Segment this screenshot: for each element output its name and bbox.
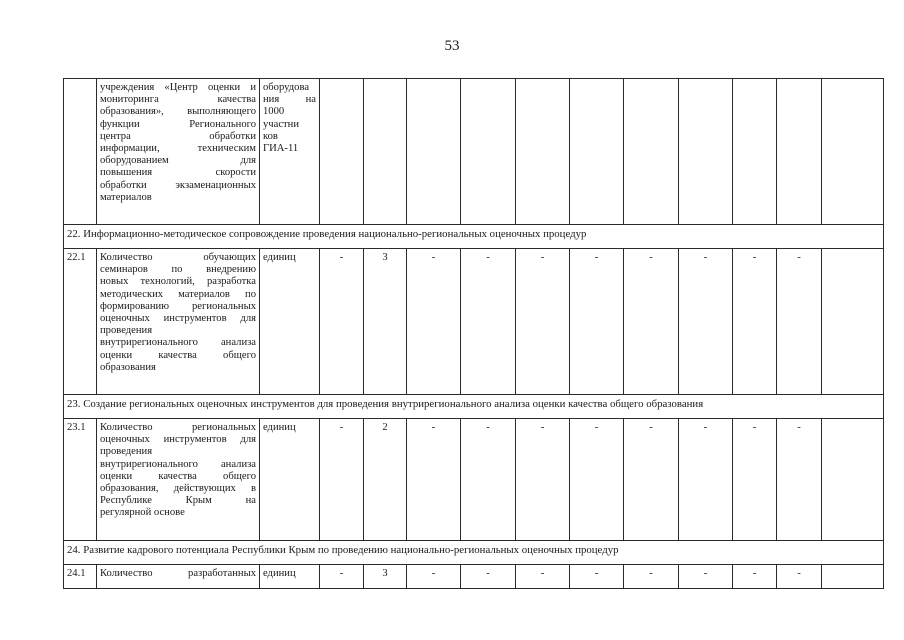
value-cell: - bbox=[624, 565, 679, 589]
value-cell: 2 bbox=[364, 419, 407, 541]
item-number bbox=[64, 79, 97, 225]
indicator-description bbox=[97, 565, 260, 589]
indicator-description bbox=[97, 79, 260, 225]
description-line: центра обработки bbox=[100, 130, 256, 142]
section-row bbox=[64, 395, 884, 419]
value-cell bbox=[407, 79, 461, 225]
description-line: мониторинга качества bbox=[100, 94, 256, 106]
value-cell: - bbox=[516, 249, 570, 395]
description-line: оценочных инструментов для bbox=[100, 313, 256, 325]
value-cell bbox=[320, 79, 364, 225]
value-cell: - bbox=[570, 249, 624, 395]
value-cell: - bbox=[461, 419, 516, 541]
value-cell: - bbox=[570, 419, 624, 541]
value-cell bbox=[822, 249, 884, 395]
item-number: 24.1 bbox=[64, 565, 97, 589]
value-cell: - bbox=[679, 249, 733, 395]
unit-of-measure bbox=[260, 249, 320, 395]
description-line: Количество разработанных bbox=[100, 568, 256, 579]
item-number: 22.1 bbox=[64, 249, 97, 395]
value-cell: - bbox=[777, 565, 822, 589]
description-line: учреждения «Центр оценки и bbox=[100, 82, 256, 93]
indicators-table bbox=[63, 78, 884, 589]
value-cell bbox=[679, 79, 733, 225]
description-line: новых технологий, разработка bbox=[100, 276, 256, 288]
value-cell bbox=[516, 79, 570, 225]
value-cell bbox=[570, 79, 624, 225]
description-line: материалов bbox=[100, 191, 152, 203]
value-cell: - bbox=[777, 419, 822, 541]
value-cell: 3 bbox=[364, 565, 407, 589]
description-line: повышения скорости bbox=[100, 167, 256, 179]
description-line: оборудованием для bbox=[100, 155, 256, 167]
section-heading: 24. Развитие кадрового потенциала Республики Крым по проведению национально-региональных оценочных процедур bbox=[64, 541, 884, 565]
table-row bbox=[64, 79, 884, 225]
value-cell bbox=[822, 565, 884, 589]
value-cell bbox=[822, 419, 884, 541]
description-line: образования», выполняющего bbox=[100, 106, 256, 118]
value-cell: - bbox=[320, 249, 364, 395]
value-cell: - bbox=[624, 249, 679, 395]
unit-of-measure bbox=[260, 565, 320, 589]
unit-line: 1000 bbox=[263, 106, 285, 118]
description-line: формированию региональных bbox=[100, 300, 256, 312]
description-line: оценочных инструментов для bbox=[100, 434, 256, 446]
description-line: оценки качества общего bbox=[100, 470, 256, 482]
page-number: 53 bbox=[444, 38, 460, 54]
value-cell: - bbox=[733, 565, 777, 589]
value-cell bbox=[777, 79, 822, 225]
value-cell: - bbox=[624, 419, 679, 541]
section-row bbox=[64, 225, 884, 249]
table-row bbox=[64, 565, 884, 589]
value-cell: - bbox=[679, 565, 733, 589]
description-line: Республике Крым на bbox=[100, 495, 256, 507]
description-line: методических материалов по bbox=[100, 288, 256, 300]
indicator-description bbox=[97, 249, 260, 395]
value-cell bbox=[822, 79, 884, 225]
value-cell bbox=[624, 79, 679, 225]
unit-of-measure bbox=[260, 419, 320, 541]
unit-line: участни bbox=[263, 118, 299, 130]
unit-line: единиц bbox=[263, 252, 296, 263]
description-line: Количество региональных bbox=[100, 422, 256, 433]
unit-line: ГИА-11 bbox=[263, 143, 299, 155]
description-line: проведения bbox=[100, 446, 153, 458]
unit-of-measure bbox=[260, 79, 320, 225]
description-line: оценки качества общего bbox=[100, 349, 256, 361]
table-row bbox=[64, 249, 884, 395]
unit-line: ния на bbox=[263, 94, 316, 106]
value-cell: - bbox=[733, 419, 777, 541]
value-cell: 3 bbox=[364, 249, 407, 395]
value-cell: - bbox=[679, 419, 733, 541]
value-cell: - bbox=[407, 249, 461, 395]
value-cell: - bbox=[461, 249, 516, 395]
unit-line: единиц bbox=[263, 422, 296, 433]
section-heading: 22. Информационно-методическое сопровождение проведения национально-региональных оценочных процедур bbox=[64, 225, 884, 249]
value-cell bbox=[733, 79, 777, 225]
description-line: внутрирегионального анализа bbox=[100, 337, 256, 349]
value-cell bbox=[364, 79, 407, 225]
description-line: Количество обучающих bbox=[100, 252, 256, 263]
value-cell: - bbox=[461, 565, 516, 589]
description-line: обработки экзаменационных bbox=[100, 179, 256, 191]
description-line: семинаров по внедрению bbox=[100, 264, 256, 276]
indicator-description bbox=[97, 419, 260, 541]
value-cell: - bbox=[516, 419, 570, 541]
description-line: внутрирегионального анализа bbox=[100, 458, 256, 470]
value-cell: - bbox=[320, 419, 364, 541]
description-line: образования, действующих в bbox=[100, 483, 256, 495]
value-cell: - bbox=[570, 565, 624, 589]
value-cell: - bbox=[777, 249, 822, 395]
value-cell: - bbox=[733, 249, 777, 395]
value-cell bbox=[461, 79, 516, 225]
item-number: 23.1 bbox=[64, 419, 97, 541]
value-cell: - bbox=[320, 565, 364, 589]
value-cell: - bbox=[516, 565, 570, 589]
description-line: образования bbox=[100, 361, 156, 373]
section-row bbox=[64, 541, 884, 565]
table-body bbox=[64, 79, 884, 589]
value-cell: - bbox=[407, 565, 461, 589]
description-line: информации, техническим bbox=[100, 143, 256, 155]
unit-line: единиц bbox=[263, 568, 296, 579]
unit-line: оборудова bbox=[263, 82, 310, 93]
table-row bbox=[64, 419, 884, 541]
value-cell: - bbox=[407, 419, 461, 541]
section-heading: 23. Создание региональных оценочных инструментов для проведения внутрирегионального анализа оценки качества общего образования bbox=[64, 395, 884, 419]
description-line: функции Регионального bbox=[100, 118, 256, 130]
description-line: проведения bbox=[100, 325, 153, 337]
unit-line: ков bbox=[263, 130, 278, 142]
description-line: регулярной основе bbox=[100, 507, 185, 519]
